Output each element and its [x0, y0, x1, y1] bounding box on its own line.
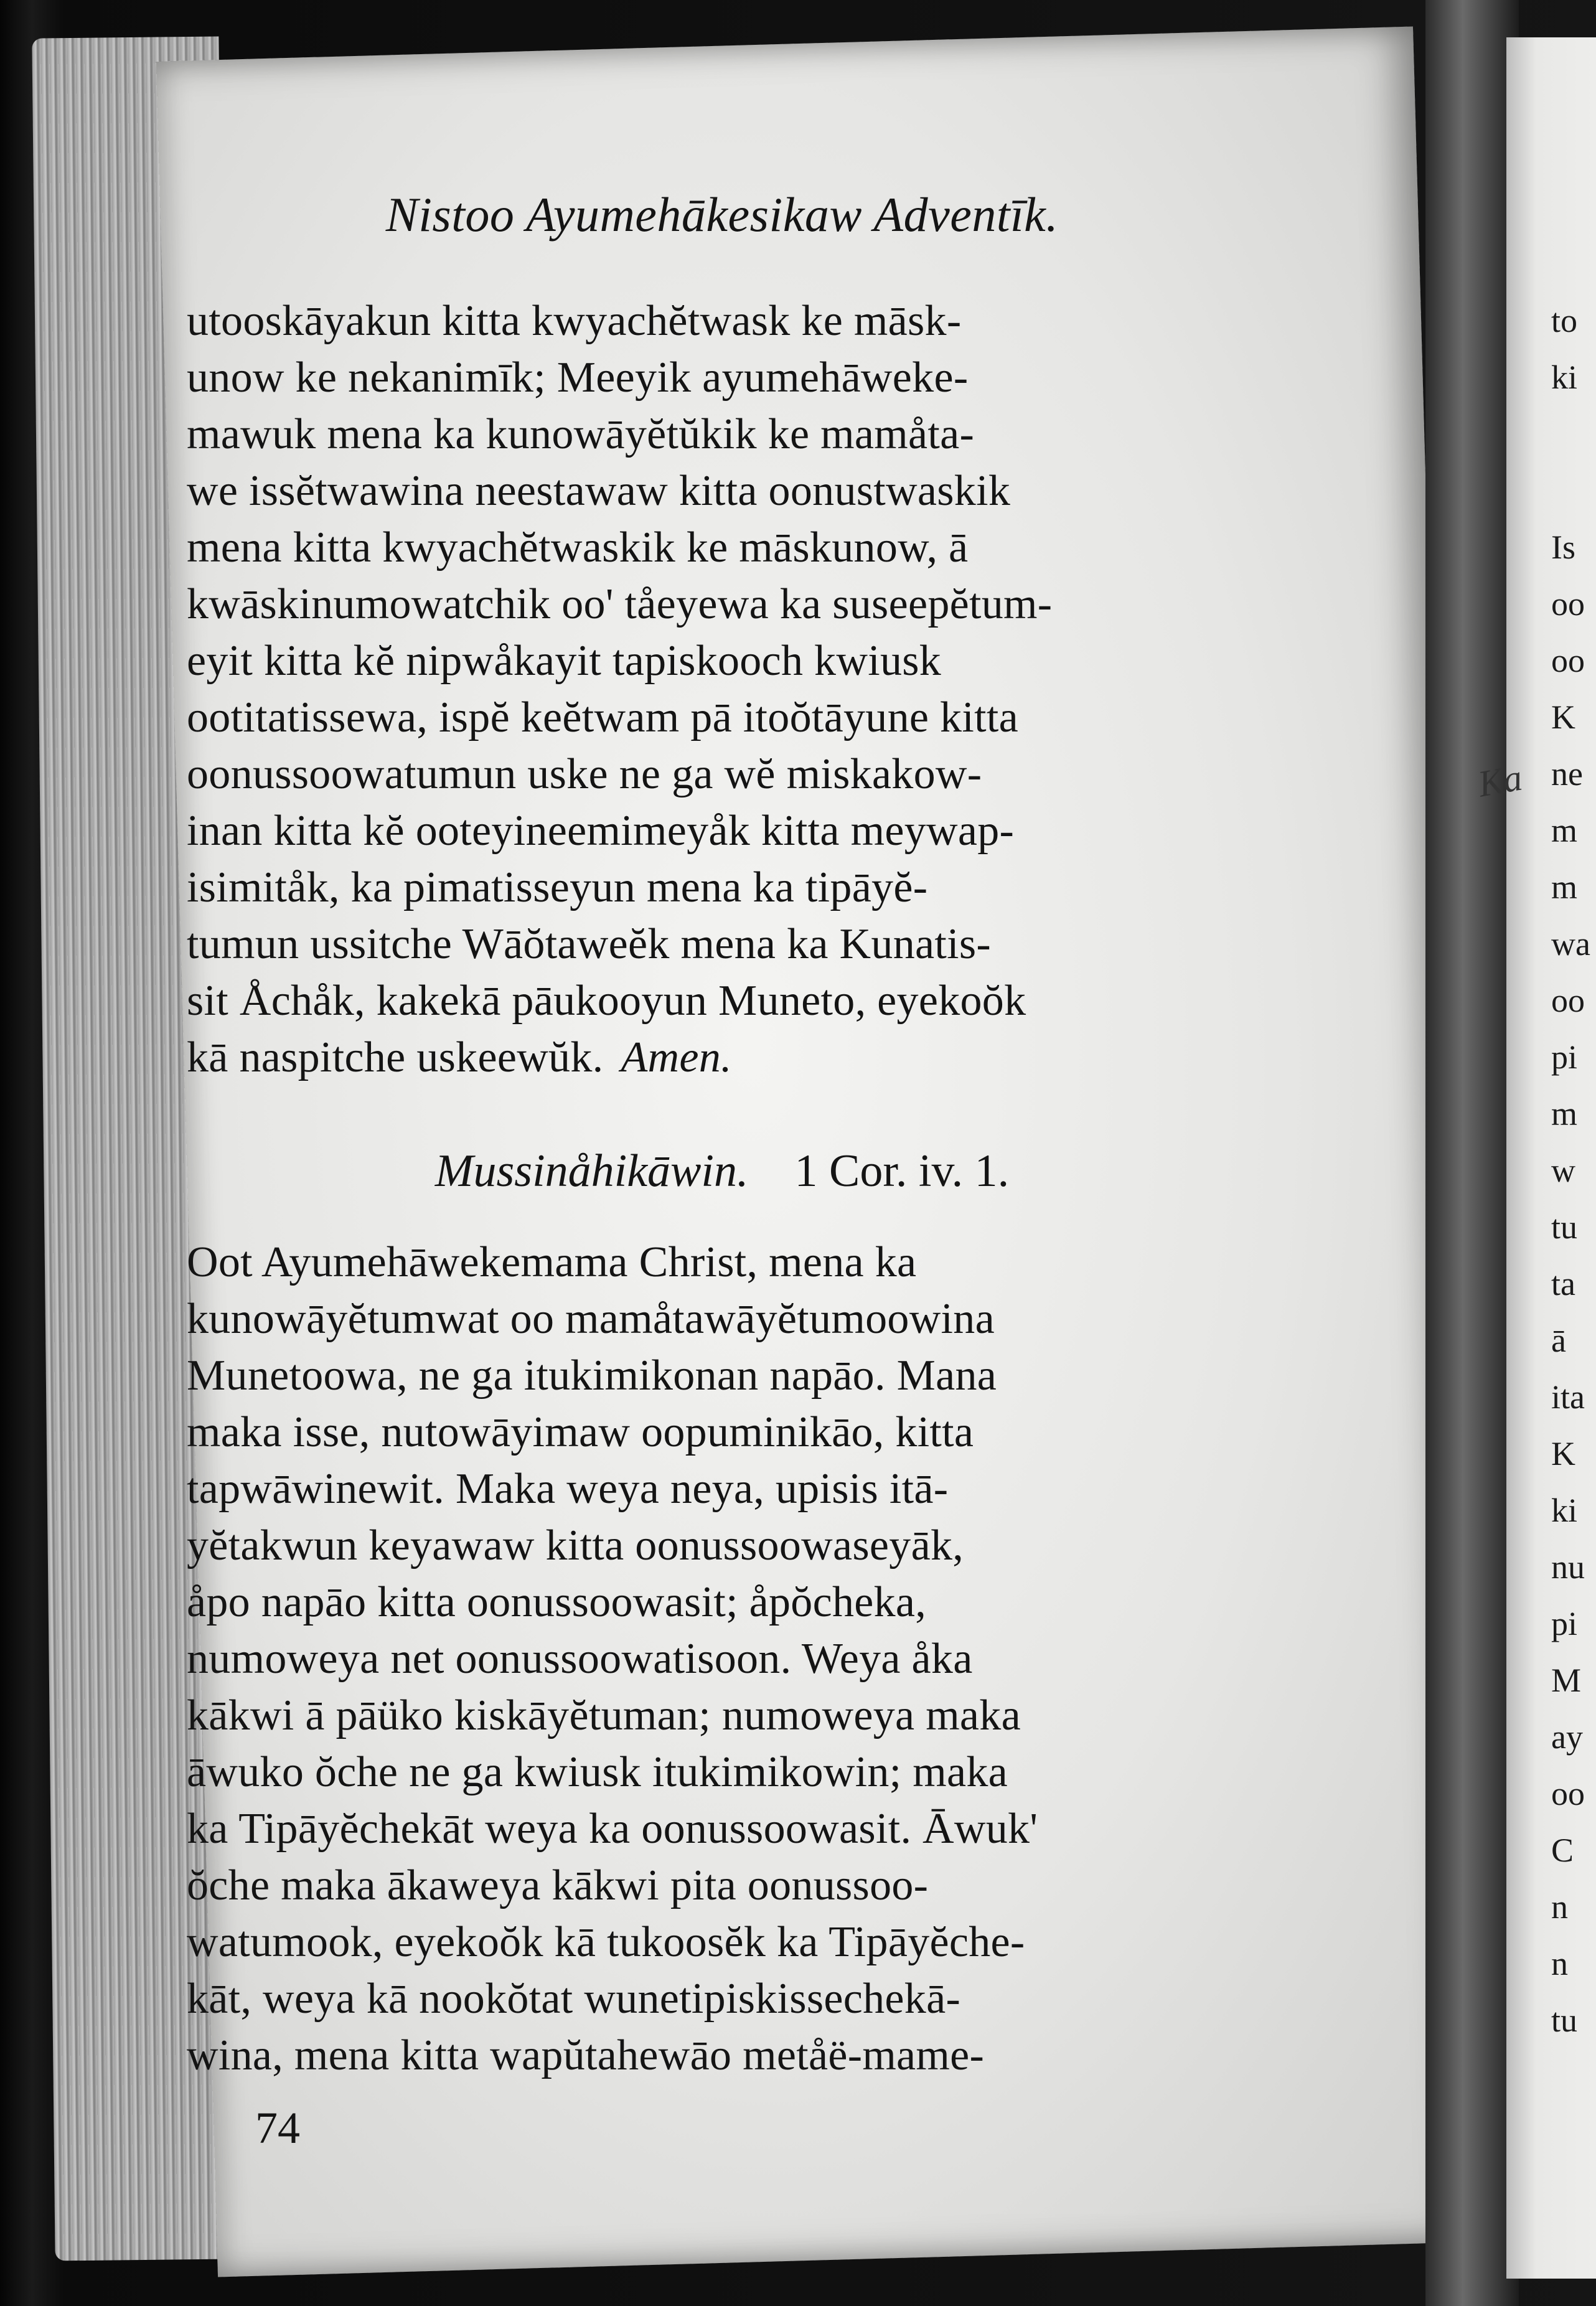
text-line — [187, 633, 1232, 689]
handwritten-margin-note: Ka — [1475, 756, 1526, 805]
text-line — [187, 576, 1232, 633]
text-line-content: ootitatissewa, ispĕ keĕtwam pā itoŏtāyune kitta — [187, 694, 1018, 741]
facing-page-line: n — [1551, 1888, 1568, 1926]
text-line — [187, 746, 1232, 802]
amen-text: Amen. — [621, 1033, 732, 1081]
text-line — [187, 1461, 1232, 1517]
text-line — [187, 916, 1232, 972]
facing-page-line: ā — [1551, 1322, 1566, 1359]
facing-page-line: oo — [1551, 585, 1585, 623]
text-line-content: kākwi ā pāüko kiskāyĕtuman; numoweya maka — [187, 1692, 1021, 1739]
text-line — [187, 406, 1232, 463]
text-line-content: watumook, eyekoŏk kā tukoosĕk ka Tipāyĕche- — [187, 1918, 1025, 1966]
facing-page-line: m — [1551, 868, 1578, 906]
first-text-block — [187, 293, 1232, 1086]
text-line-content: kā naspitche uskeewŭk. — [187, 1033, 604, 1081]
facing-page-line — [1551, 406, 1596, 463]
facing-page-line: Is — [1551, 529, 1575, 566]
second-text-block — [187, 1234, 1232, 2084]
text-line-content: āwuko ŏche ne ga kwiusk itukimikowin; maka — [187, 1748, 1008, 1796]
facing-page-line: ki — [1551, 359, 1578, 396]
section-heading — [212, 1145, 1232, 1198]
text-line — [187, 1574, 1232, 1631]
text-line-content: ŏche maka ākaweya kākwi pita oonussoo- — [187, 1861, 929, 1909]
text-line-content: åpo napāo kitta oonussoowasit; åpŏcheka, — [187, 1578, 927, 1626]
facing-page-line: nu — [1551, 1548, 1585, 1586]
facing-page-line: w — [1551, 1152, 1575, 1189]
text-line — [187, 1631, 1232, 1687]
text-line-content: Oot Ayumehāwekemama Christ, mena ka — [187, 1238, 917, 1286]
section-reference: 1 Cor. iv. 1. — [794, 1146, 1010, 1197]
text-line — [187, 859, 1232, 916]
text-line — [187, 1687, 1232, 1744]
facing-page-line: to — [1551, 302, 1578, 339]
text-line — [187, 972, 1232, 1029]
page-content — [187, 187, 1232, 2154]
facing-page-line: C — [1551, 1832, 1574, 1869]
text-line-content: oonussoowatumun uske ne ga wĕ miskakow- — [187, 750, 982, 798]
text-line — [187, 2027, 1232, 2084]
book-gutter — [1425, 0, 1519, 2306]
facing-page-line: ta — [1551, 1265, 1575, 1302]
facing-page-line: ne — [1551, 755, 1583, 793]
running-head: Nistoo Ayumehākesikaw Adventīk. — [385, 187, 1059, 242]
text-line-content: maka isse, nutowāyimaw oopuminikāo, kitta — [187, 1408, 974, 1456]
text-line-content: unow ke nekanimīk; Meeyik ayumehāweke- — [187, 354, 969, 402]
facing-page-line: oo — [1551, 642, 1585, 679]
text-line — [187, 1970, 1232, 2027]
facing-page-line: K — [1551, 699, 1575, 736]
text-line — [187, 519, 1232, 576]
text-line-content: kunowāyĕtumwat oo mamåtawāyĕtumoowina — [187, 1295, 995, 1343]
text-line-content: tumun ussitche Wāŏtaweĕk mena ka Kunatis- — [187, 920, 992, 968]
text-line-content: Munetoowa, ne ga itukimikonan napāo. Mana — [187, 1352, 997, 1400]
text-line — [187, 1744, 1232, 1800]
facing-page-line: M — [1551, 1662, 1582, 1699]
text-line — [187, 1914, 1232, 1970]
text-line-content: sit Åchåk, kakekā pāukooyun Muneto, eyekoŏk — [187, 977, 1026, 1025]
text-line-content: inan kitta kĕ ooteyineemimeyåk kitta meywap- — [187, 807, 1015, 855]
text-line-content: isimitåk, ka pimatisseyun mena ka tipāyĕ- — [187, 864, 928, 911]
facing-page-line: pi — [1551, 1038, 1578, 1076]
text-line — [187, 802, 1232, 859]
facing-page-line: ki — [1551, 1492, 1578, 1529]
text-line-content: tapwāwinewit. Maka weya neya, upisis itā- — [187, 1465, 949, 1513]
text-line-content: eyit kitta kĕ nipwåkayit tapiskooch kwiusk — [187, 637, 942, 685]
facing-page-line: pi — [1551, 1605, 1578, 1642]
facing-page-line: m — [1551, 812, 1578, 849]
text-line-content: wina, mena kitta wapŭtahewāo metåë-mame- — [187, 2031, 985, 2079]
facing-page-line — [1551, 463, 1596, 519]
facing-page-line: wa — [1551, 925, 1590, 962]
text-line — [187, 293, 1232, 349]
text-line — [187, 689, 1232, 746]
facing-page-line: tu — [1551, 1208, 1578, 1246]
text-line-content: kāt, weya kā nookŏtat wunetipiskissechekā- — [187, 1975, 961, 2023]
text-line — [187, 1347, 1232, 1404]
section-title: Mussinåhikāwin. — [434, 1146, 749, 1197]
page-number: 74 — [255, 2103, 300, 2153]
text-line — [187, 1029, 1232, 1086]
text-line — [187, 463, 1232, 519]
text-line-content: we issĕtwawina neestawaw kitta oonustwaskik — [187, 467, 1011, 515]
text-line-content: yĕtakwun keyawaw kitta oonussoowaseyāk, — [187, 1522, 964, 1569]
text-line — [187, 1404, 1232, 1461]
text-line — [187, 1234, 1232, 1291]
text-line-content: mena kitta kwyachĕtwaskik ke māskunow, ā — [187, 524, 969, 572]
text-line — [187, 1517, 1232, 1574]
facing-page-line: ita — [1551, 1378, 1585, 1416]
text-line — [187, 1857, 1232, 1914]
text-line-content: numoweya net oonussoowatisoon. Weya åka — [187, 1635, 973, 1683]
facing-page-line: K — [1551, 1435, 1575, 1472]
facing-page-line: n — [1551, 1945, 1568, 1982]
facing-page-line: ay — [1551, 1718, 1583, 1756]
facing-page-line: tu — [1551, 2002, 1578, 2039]
facing-page-line: oo — [1551, 1775, 1585, 1812]
text-line-content: utooskāyakun kitta kwyachĕtwask ke māsk- — [187, 297, 962, 345]
text-line — [187, 1291, 1232, 1347]
text-line — [187, 1800, 1232, 1857]
text-line-content: kwāskinumowatchik oo' tåeyewa ka suseepĕtum- — [187, 580, 1053, 628]
facing-page-line: oo — [1551, 982, 1585, 1019]
facing-page-text — [1551, 293, 1596, 2049]
facing-page-line: m — [1551, 1095, 1578, 1132]
text-line-content: ka Tipāyĕchekāt weya ka oonussoowasit. Āwuk' — [187, 1805, 1038, 1853]
text-line-content: mawuk mena ka kunowāyĕtŭkik ke mamåta- — [187, 410, 975, 458]
text-line — [187, 349, 1232, 406]
